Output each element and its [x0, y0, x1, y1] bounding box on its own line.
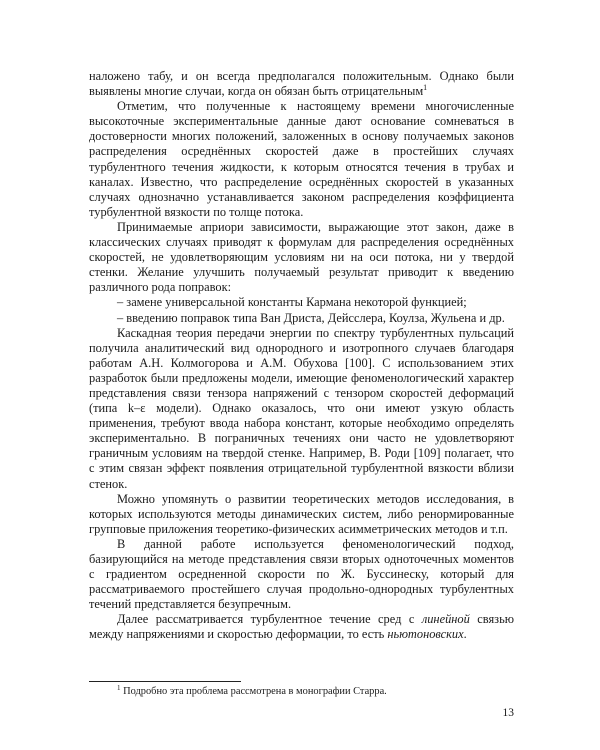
- paragraph-3: Принимаемые априори зависимости, выражающие этот закон, даже в классических случаях приводят к формулам для распределения осреднённых скоростей, не удовлетворяющим условиям ни на оси потока, ни у твердой стенки. Желание улучшить получаемый результат приводит к введению различного рода поправок:: [89, 219, 514, 295]
- list-item-corrections: – введению поправок типа Ван Дриста, Дейсслера, Коулза, Жульена и др.: [117, 310, 505, 325]
- footnote-text: Подробно эта проблема рассмотрена в монографии Старра.: [120, 686, 387, 697]
- paragraph-approach: В данной работе используется феноменологический подход, базирующийся на методе представления связи вторых одноточечных моментов с градиентом осредненной скорости по Ж. Буссинеску, который для рассматриваемого простейшего случая продольно-однородных турбулентных течений представляется безупречным.: [89, 536, 514, 612]
- paragraph-cascade-theory: Каскадная теория передачи энергии по спектру турбулентных пульсаций получила аналитический вид однородного и изотропного случаев благодаря работам А.Н. Колмогорова и А.М. Обухова [100]. С использованием этих разработок были предложены модели, имеющие феноменологический характер представления связи тензора напряжений с тензором скоростей деформаций (типа k–ε модели). Однако оказалось, что они имеют узкую область применения, требуют ввода набора констант, которые необходимо определять экспериментально. В пограничных течениях они часто не удовлетворяют граничным условиям на твердой стенке. Например, В. Роди [109] полагает, что с этим связан эффект появления отрицательной турбулентной вязкости вблизи стенок.: [89, 325, 514, 491]
- paragraph-1: наложено табу, и он всегда предполагался положительным. Однако были выявлены многие случаи, когда он обязан быть отрицательным$^1$: [89, 69, 514, 99]
- footnote-mark: 1: [117, 684, 121, 692]
- body-text: [89, 69, 514, 643]
- emphasis-newtonian: ньютоновских: [387, 627, 464, 642]
- emphasis-linear: линейной: [421, 612, 470, 627]
- paragraph-2: Отметим, что полученные к настоящему времени многочисленные высокоточные экспериментальные данные дают основание сомневаться в достоверности многих положений, заложенных в основу получаемых законов распределения осреднённых скоростей даже в простейших случаях турбулентного течения жидкости, к которым относятся течения в трубах и каналах. Известно, что распределение осреднённых скоростей в указанных случаях однозначно устанавливается законом распределения коэффициента турбулентной вязкости по толще потока.: [89, 99, 514, 219]
- footnote-separator: [89, 681, 241, 682]
- paragraph-newtonian: Далее рассматривается турбулентное течение сред с линейной связью между напряжениями и скоростью деформации, то есть ньютоновских.: [89, 612, 514, 642]
- footnote-reference: 1: [423, 83, 428, 93]
- paragraph-theoretical-methods: Можно упомянуть о развитии теоретических методов исследования, в которых используются методы динамических систем, либо ренормированные групповые приложения теоретико-физических асимметрических методов и т.п.: [89, 491, 514, 536]
- footnote: [117, 686, 517, 698]
- page-number: 13: [502, 707, 514, 719]
- list-item-karman: – замене универсальной константы Кармана некоторой функцией;: [117, 295, 467, 310]
